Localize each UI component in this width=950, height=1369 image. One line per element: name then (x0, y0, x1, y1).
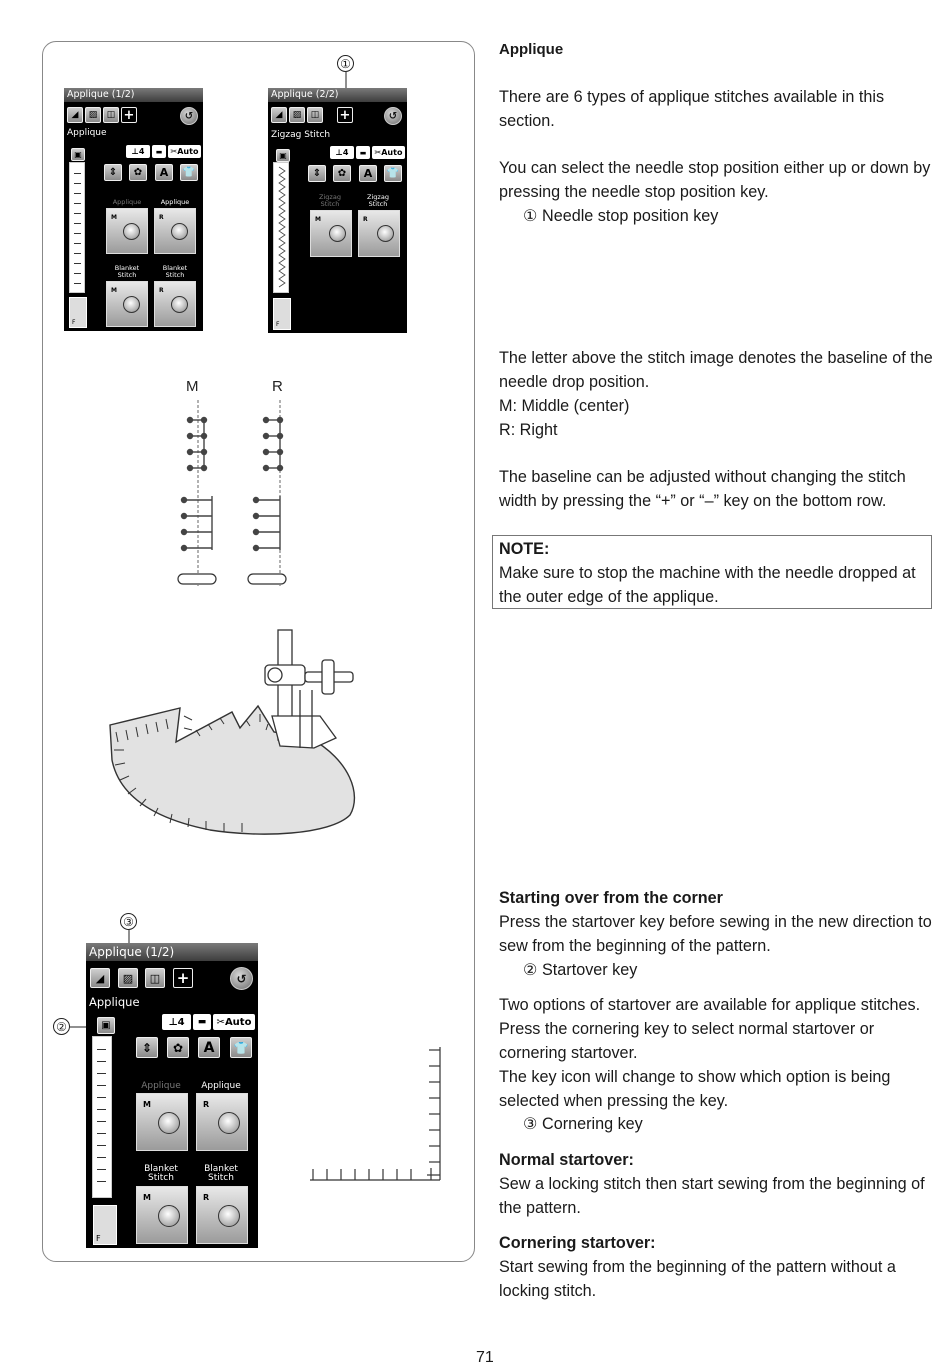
mirror-icon[interactable]: ◫ (103, 107, 119, 123)
callout-startover-key: ② (53, 1018, 70, 1035)
width-ruler (69, 162, 85, 293)
mirror-icon[interactable]: ◫ (307, 107, 323, 123)
startover-key[interactable]: ▣ (276, 149, 290, 162)
heading-applique: Applique (499, 41, 564, 58)
paragraph-normal-startover: Sew a locking stitch then start sewing from the beginning of the pattern. (499, 1175, 925, 1217)
back-icon[interactable]: ↺ (180, 107, 198, 125)
callout-cornering-key: ③ (120, 913, 137, 930)
startover-key[interactable]: ▣ (97, 1017, 115, 1034)
item-cornering-key: ③ Cornering key (523, 1115, 643, 1133)
cornering-key-icon[interactable]: ▨ (85, 107, 101, 123)
stitch-caption: Zigzag Stitch (367, 193, 389, 208)
definition-right: R: Right (499, 421, 558, 439)
stitch-pattern-icon (158, 1205, 180, 1227)
item-needle-stop-key: ① Needle stop position key (523, 207, 719, 225)
lcd-screen-applique-1 (64, 88, 203, 331)
heading-normal-startover: Normal startover: (499, 1151, 634, 1169)
section-label: Applique (67, 128, 107, 138)
lcd-screen-applique-2 (268, 88, 407, 333)
shirt-icon[interactable]: 👕 (384, 165, 402, 182)
cornering-key-icon[interactable]: ▨ (118, 968, 138, 988)
stitch-zigzag-m[interactable]: M (310, 210, 352, 257)
heading-cornering-startover: Cornering startover: (499, 1234, 656, 1252)
stitch-caption: Applique (141, 1081, 181, 1091)
section-label: Applique (89, 995, 140, 1009)
stitch-caption: Blanket Stitch (144, 1164, 178, 1184)
paragraph-applique-types: There are 6 types of applique stitches available in this section. (499, 88, 885, 130)
note-title: NOTE: (499, 540, 550, 558)
shirt-icon[interactable]: 👕 (180, 164, 198, 181)
presser-foot-icon[interactable]: F (93, 1205, 117, 1245)
stitch-blanket-m[interactable]: M (136, 1186, 188, 1244)
label-right: R (272, 378, 283, 395)
stitch-category-icon[interactable]: ✿ (333, 165, 351, 182)
presser-foot-icon[interactable]: F (273, 298, 291, 330)
needle-stop-key[interactable]: + (173, 968, 193, 988)
paragraph-baseline-letter: The letter above the stitch image denotes the baseline of the needle drop position. (499, 349, 933, 391)
stitch-width-icon[interactable]: ◢ (271, 107, 287, 123)
stitch-caption: Zigzag Stitch (319, 193, 341, 208)
stitch-pattern-icon (218, 1205, 240, 1227)
feed-dog-indicator: ▬ (193, 1014, 211, 1030)
letter-mode-icon[interactable]: A (198, 1037, 220, 1058)
stitch-blanket-r[interactable]: R (154, 281, 196, 327)
stitch-applique-m[interactable]: M (136, 1093, 188, 1151)
paragraph-baseline-adjust: The baseline can be adjusted without changing the stitch width by pressing the “+” or “–” key on the bottom row. (499, 468, 906, 510)
definition-middle: M: Middle (center) (499, 397, 630, 415)
width-ruler (92, 1036, 112, 1198)
stitch-pattern-icon (218, 1112, 240, 1134)
needle-drop-diagram (170, 398, 300, 593)
cornering-stitch-diagram (305, 1042, 445, 1187)
stitch-blanket-r[interactable]: R (196, 1186, 248, 1244)
note-body: Make sure to stop the machine with the needle dropped at the outer edge of the applique. (499, 564, 916, 606)
presser-foot-icon[interactable]: F (69, 297, 87, 328)
auto-thread-cutter[interactable]: ✂ Auto (168, 145, 201, 158)
stitch-caption: Applique (160, 198, 190, 206)
needle-stop-key[interactable]: + (337, 107, 353, 123)
back-icon[interactable]: ↺ (384, 107, 402, 125)
needle-up-down-icon[interactable]: ⇕ (104, 164, 122, 181)
stitch-applique-m[interactable]: M (106, 208, 148, 254)
stitch-pattern-icon (171, 296, 188, 313)
width-ruler (273, 162, 289, 293)
feed-dog-indicator: ▬ (152, 145, 166, 158)
stitch-caption: Applique (112, 198, 142, 206)
zigzag-preview (275, 165, 289, 293)
stitch-category-icon[interactable]: ✿ (167, 1037, 189, 1058)
auto-thread-cutter[interactable]: ✂ Auto (213, 1014, 255, 1030)
screen-title: Applique (2/2) (268, 88, 407, 102)
needle-stop-key[interactable]: + (121, 107, 137, 123)
stitch-category-icon[interactable]: ✿ (129, 164, 147, 181)
stitch-pattern-icon (123, 296, 140, 313)
section-label: Zigzag Stitch (271, 130, 331, 140)
callout-needle-stop: ① (337, 55, 354, 72)
shirt-icon[interactable]: 👕 (230, 1037, 252, 1058)
stitch-caption: Applique (201, 1081, 241, 1091)
stitch-caption: Blanket Stitch (204, 1164, 238, 1184)
needle-up-down-icon[interactable]: ⇕ (308, 165, 326, 182)
paragraph-startover-options: Two options of startover are available for applique stitches. Press the cornering key to select normal startover or cornering startover. (499, 996, 921, 1062)
stitch-pattern-icon (123, 223, 140, 240)
presser-pressure-indicator: ⊥ 4 (162, 1014, 191, 1030)
stitch-applique-r[interactable]: R (154, 208, 196, 254)
stitch-pattern-icon (329, 225, 346, 242)
stitch-caption: Blanket Stitch (114, 264, 140, 279)
presser-pressure-indicator: ⊥ 4 (126, 145, 150, 158)
item-startover-key: ② Startover key (523, 961, 638, 979)
page-number: 71 (476, 1349, 494, 1366)
letter-mode-icon[interactable]: A (359, 165, 377, 182)
needle-up-down-icon[interactable]: ⇕ (136, 1037, 158, 1058)
paragraph-cornering-startover: Start sewing from the beginning of the pattern without a locking stitch. (499, 1258, 896, 1300)
paragraph-startover: Press the startover key before sewing in the new direction to sew from the beginning of the pattern. (499, 913, 932, 955)
presser-pressure-indicator: ⊥ 4 (330, 146, 354, 159)
stitch-applique-r[interactable]: R (196, 1093, 248, 1151)
startover-key[interactable]: ▣ (71, 148, 85, 161)
cornering-key-icon[interactable]: ▨ (289, 107, 305, 123)
screen-title: Applique (1/2) (86, 943, 258, 961)
stitch-pattern-icon (171, 223, 188, 240)
feed-dog-indicator: ▬ (356, 146, 370, 159)
stitch-zigzag-r[interactable]: R (358, 210, 400, 257)
paragraph-key-icon: The key icon will change to show which option is being selected when pressing the key. (499, 1068, 891, 1110)
stitch-width-icon[interactable]: ◢ (90, 968, 110, 988)
auto-thread-cutter[interactable]: ✂ Auto (372, 146, 405, 159)
stitch-blanket-m[interactable]: M (106, 281, 148, 327)
stitch-width-icon[interactable]: ◢ (67, 107, 83, 123)
stitch-pattern-icon (158, 1112, 180, 1134)
lcd-screen-applique-3 (86, 943, 258, 1248)
stitch-caption: Blanket Stitch (162, 264, 188, 279)
letter-mode-icon[interactable]: A (155, 164, 173, 181)
stitch-pattern-icon (377, 225, 394, 242)
mirror-icon[interactable]: ◫ (145, 968, 165, 988)
label-middle: M (186, 378, 199, 395)
back-icon[interactable]: ↺ (230, 967, 253, 990)
applique-sewing-illustration (100, 620, 380, 845)
heading-starting-over: Starting over from the corner (499, 889, 723, 907)
screen-title: Applique (1/2) (64, 88, 203, 102)
paragraph-needle-stop: You can select the needle stop position either up or down by pressing the needle stop position key. (499, 159, 931, 201)
